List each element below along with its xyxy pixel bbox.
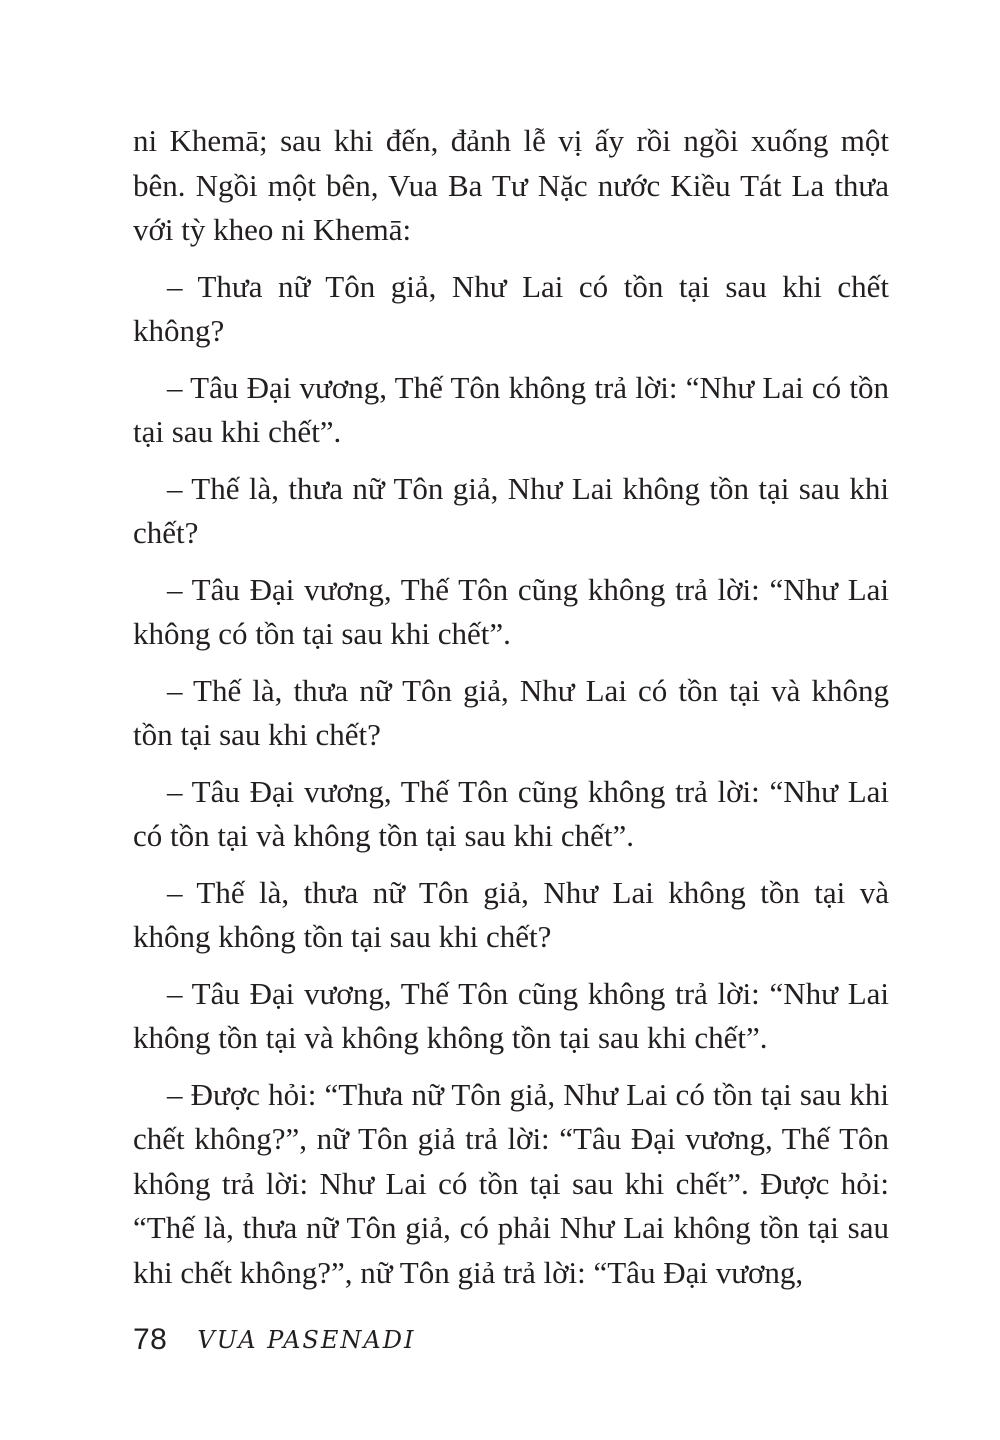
- running-title: VUA PASENADI: [197, 1326, 416, 1354]
- page-number: 78: [133, 1323, 168, 1356]
- page-footer: [133, 1318, 415, 1362]
- paragraph-continuation: ni Khemā; sau khi đến, đảnh lễ vị ấy rồi ngồi xuống một bên. Ngồi một bên, Vua Ba Tư Nặc nước Kiều Tát La thưa với tỳ kheo ni Khemā:: [133, 123, 889, 247]
- paragraph-question-3: – Thế là, thưa nữ Tôn giả, Như Lai có tồn tại và không tồn tại sau khi chết?: [133, 672, 889, 752]
- paragraph-question-4: – Thế là, thưa nữ Tôn giả, Như Lai không tồn tại và không không tồn tại sau khi chết?: [133, 874, 889, 954]
- paragraph-answer-2: – Tâu Đại vương, Thế Tôn cũng không trả lời: “Như Lai không có tồn tại sau khi chết”.: [133, 571, 889, 651]
- paragraph-answer-3: – Tâu Đại vương, Thế Tôn cũng không trả lời: “Như Lai có tồn tại và không tồn tại sau khi chết”.: [133, 773, 889, 853]
- paragraph-answer-1: – Tâu Đại vương, Thế Tôn không trả lời: “Như Lai có tồn tại sau khi chết”.: [133, 369, 889, 449]
- paragraph-answer-4: – Tâu Đại vương, Thế Tôn cũng không trả lời: “Như Lai không tồn tại và không không tồn tại sau khi chết”.: [133, 975, 889, 1055]
- paragraph-question-1: – Thưa nữ Tôn giả, Như Lai có tồn tại sau khi chết không?: [133, 268, 889, 348]
- paragraph-summary: – Được hỏi: “Thưa nữ Tôn giả, Như Lai có tồn tại sau khi chết không?”, nữ Tôn giả trả lời: “Tâu Đại vương, Thế Tôn không trả lời: Như Lai có tồn tại sau khi chết”. Được hỏi: “Thế là, thưa nữ Tôn giả, có phải Như Lai không tồn tại sau khi chết không?”, nữ Tôn giả trả lời: “Tâu Đại vương,: [133, 1076, 889, 1290]
- paragraph-question-2: – Thế là, thưa nữ Tôn giả, Như Lai không tồn tại sau khi chết?: [133, 470, 889, 550]
- page-body: [133, 119, 889, 1307]
